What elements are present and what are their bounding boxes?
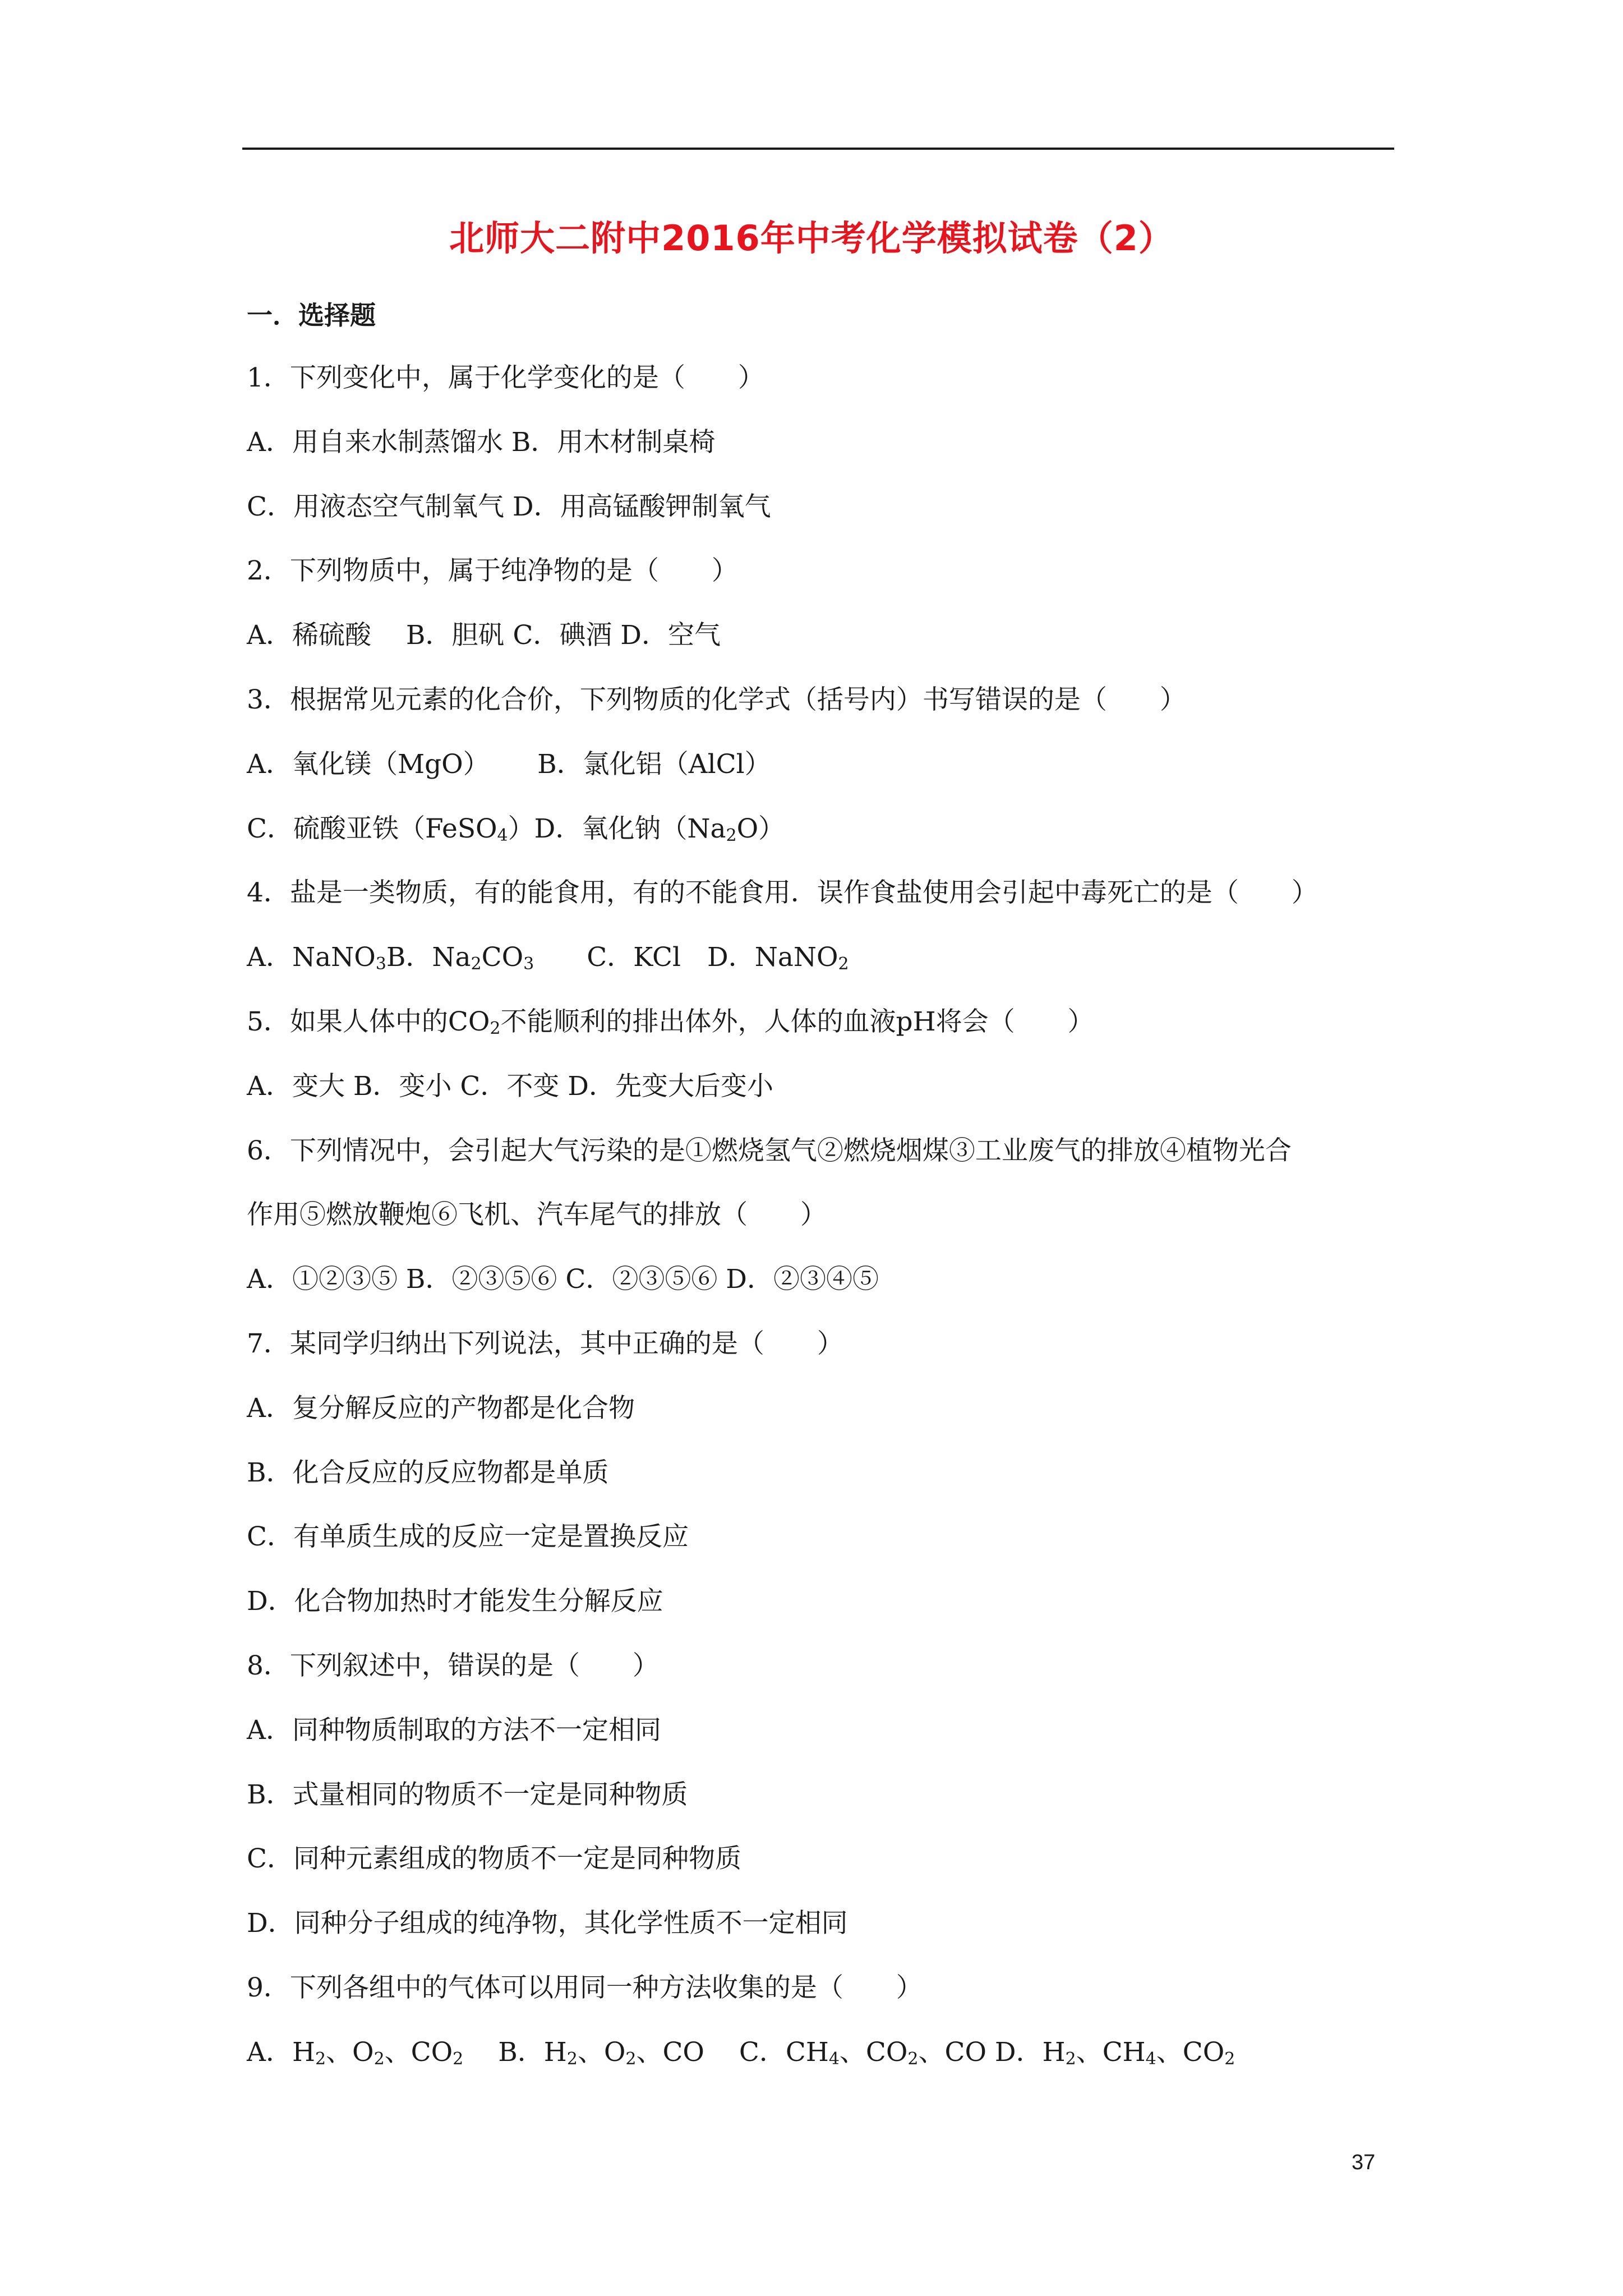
text-run: B．化合反应的反应物都是单质 xyxy=(247,1457,609,1488)
subscript: 2 xyxy=(1065,2049,1076,2069)
question-list xyxy=(247,356,1402,2095)
subscript: 2 xyxy=(453,2049,464,2069)
text-line xyxy=(247,356,1402,420)
text-line xyxy=(247,935,1402,1000)
text-run: B．Na xyxy=(386,942,471,973)
text-line xyxy=(247,1451,1402,1515)
text-line xyxy=(247,1966,1402,2030)
text-line xyxy=(247,613,1402,678)
text-line xyxy=(247,1129,1402,1193)
text-run: C．有单质生成的反应一定是置换反应 xyxy=(247,1521,689,1553)
text-line xyxy=(247,485,1402,549)
text-run: A．同种物质制取的方法不一定相同 xyxy=(247,1714,661,1746)
text-run: A．稀硫酸 B．胆矾 C．碘酒 D．空气 xyxy=(247,620,721,651)
subscript: 2 xyxy=(315,2049,326,2069)
text-line xyxy=(247,1386,1402,1451)
text-run: 4．盐是一类物质，有的能食用，有的不能食用．误作食盐使用会引起中毒死亡的是（ ） xyxy=(247,877,1318,909)
text-line xyxy=(247,1837,1402,1901)
text-run: CO xyxy=(481,942,524,973)
text-line xyxy=(247,1064,1402,1129)
text-line xyxy=(247,1579,1402,1644)
text-line xyxy=(247,549,1402,613)
text-run: 、CO xyxy=(1156,2036,1225,2068)
text-run: 7．某同学归纳出下列说法，其中正确的是（ ） xyxy=(247,1328,843,1359)
subscript: 3 xyxy=(523,954,534,974)
text-run: 3．根据常见元素的化合价，下列物质的化学式（括号内）书写错误的是（ ） xyxy=(247,684,1186,715)
text-run: A．变大 B．变小 C．不变 D．先变大后变小 xyxy=(247,1070,773,1102)
text-line xyxy=(247,1193,1402,1257)
text-run: C．KCl D．NaNO xyxy=(534,942,838,973)
text-run: A．复分解反应的产物都是化合物 xyxy=(247,1392,635,1424)
text-run: A．①②③⑤ B．②③⑤⑥ C．②③⑤⑥ D．②③④⑤ xyxy=(247,1264,879,1295)
text-run: 9．下列各组中的气体可以用同一种方法收集的是（ ） xyxy=(247,1972,923,2003)
text-line xyxy=(247,420,1402,485)
text-run: ）D．氧化钠（Na xyxy=(508,813,726,844)
section-heading: 一．选择题 xyxy=(247,300,376,330)
text-run: B．H xyxy=(463,2036,567,2068)
text-line xyxy=(247,1708,1402,1773)
text-line xyxy=(247,1644,1402,1708)
text-line xyxy=(247,1000,1402,1064)
text-run: D．化合物加热时才能发生分解反应 xyxy=(247,1586,663,1617)
page-title: 北师大二附中2016年中考化学模拟试卷（2） xyxy=(449,218,1174,259)
text-run: 、CO xyxy=(839,2036,908,2068)
text-line xyxy=(247,871,1402,935)
text-run: C．同种元素组成的物质不一定是同种物质 xyxy=(247,1843,741,1875)
text-run: B．式量相同的物质不一定是同种物质 xyxy=(247,1779,688,1810)
text-run: 、CO C．CH xyxy=(636,2036,829,2068)
text-run: 1．下列变化中，属于化学变化的是（ ） xyxy=(247,362,764,393)
text-run: A．用自来水制蒸馏水 B．用木材制桌椅 xyxy=(247,426,716,458)
subscript: 3 xyxy=(375,954,386,974)
subscript: 2 xyxy=(374,2049,385,2069)
text-run: C．硫酸亚铁（FeSO xyxy=(247,813,497,844)
subscript: 2 xyxy=(1224,2049,1235,2069)
text-run: O） xyxy=(736,813,785,844)
subscript: 2 xyxy=(471,954,482,974)
page-number: 37 xyxy=(1352,2151,1376,2174)
text-run: 8．下列叙述中，错误的是（ ） xyxy=(247,1650,659,1681)
text-run: 、CO xyxy=(384,2036,453,2068)
text-run: A．H xyxy=(247,2036,315,2068)
text-run: C．用液态空气制氧气 D．用高锰酸钾制氧气 xyxy=(247,491,771,522)
text-run: 、CO D．H xyxy=(918,2036,1066,2068)
text-line xyxy=(247,807,1402,871)
text-line xyxy=(247,742,1402,807)
text-run: D．同种分子组成的纯净物，其化学性质不一定相同 xyxy=(247,1908,848,1939)
subscript: 2 xyxy=(625,2049,637,2069)
text-run: 、O xyxy=(577,2036,626,2068)
text-run: 不能顺利的排出体外，人体的血液pH将会（ ） xyxy=(500,1006,1094,1037)
text-line xyxy=(247,1515,1402,1579)
text-run: 、CH xyxy=(1076,2036,1146,2068)
text-line xyxy=(247,678,1402,742)
text-run: 5．如果人体中的CO xyxy=(247,1006,490,1037)
text-line xyxy=(247,1322,1402,1386)
subscript: 4 xyxy=(828,2049,840,2069)
subscript: 2 xyxy=(566,2049,578,2069)
subscript: 2 xyxy=(907,2049,919,2069)
text-run: 作用⑤燃放鞭炮⑥飞机、汽车尾气的排放（ ） xyxy=(247,1199,827,1231)
subscript: 2 xyxy=(838,954,849,974)
subscript: 2 xyxy=(726,825,737,845)
text-line xyxy=(247,1901,1402,1966)
text-run: A．NaNO xyxy=(247,942,376,973)
text-line xyxy=(247,2030,1402,2095)
subscript: 4 xyxy=(1145,2049,1156,2069)
text-run: 2．下列物质中，属于纯净物的是（ ） xyxy=(247,555,738,587)
subscript: 2 xyxy=(490,1018,501,1038)
text-line xyxy=(247,1773,1402,1837)
text-run: 、O xyxy=(326,2036,374,2068)
header-rule xyxy=(242,148,1394,150)
text-line xyxy=(247,1257,1402,1322)
subscript: 4 xyxy=(497,825,508,845)
text-run: A．氧化镁（MgO） B．氯化铝（AlCl） xyxy=(247,748,771,780)
text-run: 6．下列情况中，会引起大气污染的是①燃烧氢气②燃烧烟煤③工业废气的排放④植物光合 xyxy=(247,1135,1292,1166)
